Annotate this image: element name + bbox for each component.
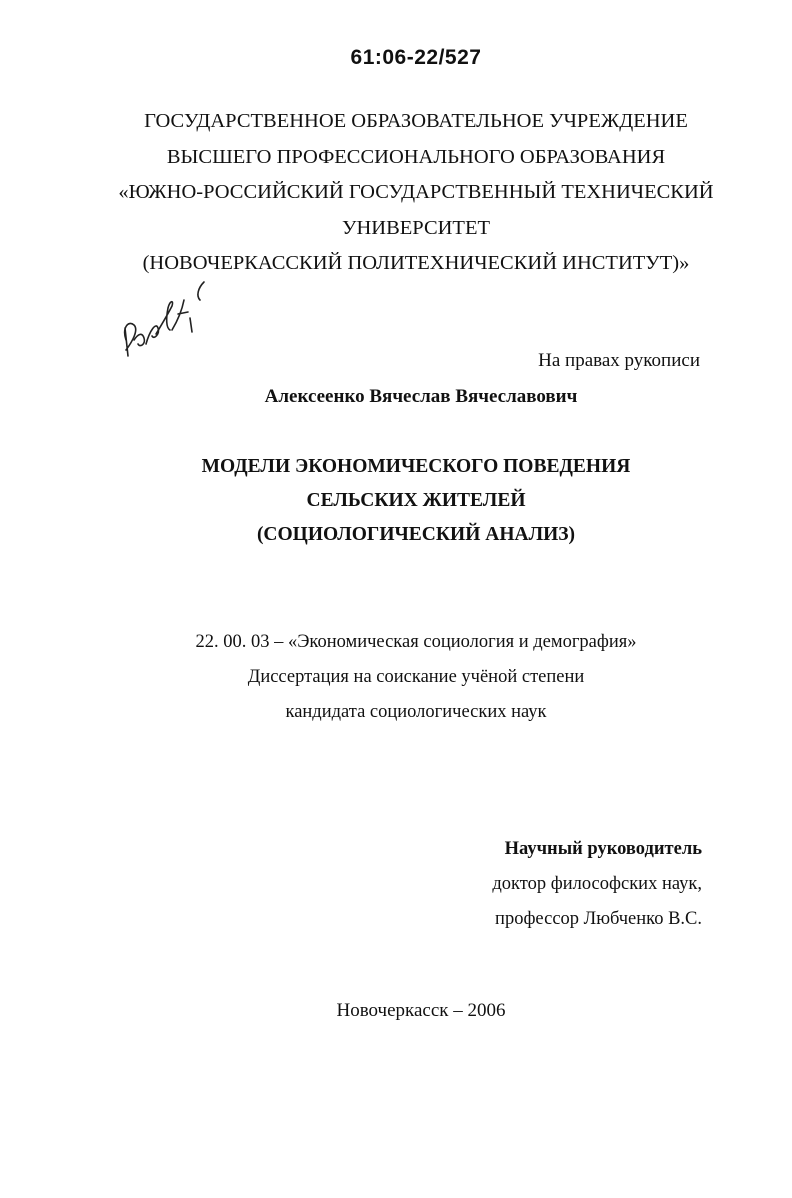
- supervisor-label: Научный руководитель: [504, 839, 702, 859]
- title-line: СЕЛЬСКИХ ЖИТЕЛЕЙ: [306, 490, 526, 511]
- handwritten-signature: [112, 270, 222, 365]
- manuscript-note: На правах рукописи: [538, 350, 700, 371]
- institution-line: (НОВОЧЕРКАССКИЙ ПОЛИТЕХНИЧЕСКИЙ ИНСТИТУТ)»: [142, 252, 690, 274]
- supervisor-block: [492, 832, 702, 937]
- institution-header: [0, 104, 792, 282]
- degree-line: Диссертация на соискание учёной степени: [247, 667, 585, 687]
- institution-line: ВЫСШЕГО ПРОФЕССИОНАЛЬНОГО ОБРАЗОВАНИЯ: [166, 145, 666, 168]
- institution-line: ГОСУДАРСТВЕННОЕ ОБРАЗОВАТЕЛЬНОЕ УЧРЕЖДЕНИЕ: [144, 110, 688, 132]
- institution-line: «ЮЖНО-РОССИЙСКИЙ ГОСУДАРСТВЕННЫЙ ТЕХНИЧЕСКИЙ: [118, 181, 714, 203]
- title-line: МОДЕЛИ ЭКОНОМИЧЕСКОГО ПОВЕДЕНИЯ: [201, 456, 631, 477]
- supervisor-name: профессор Любченко В.С.: [495, 909, 702, 929]
- place-year: Новочеркасск – 2006: [336, 1000, 506, 1021]
- supervisor-degree: доктор философских наук,: [492, 874, 702, 894]
- dissertation-title: [0, 450, 792, 552]
- title-line: (СОЦИОЛОГИЧЕСКИЙ АНАЛИЗ): [256, 524, 576, 545]
- institution-line: УНИВЕРСИТЕТ: [341, 216, 490, 239]
- specialty-block: [0, 625, 792, 730]
- specialty-code: 22. 00. 03 – «Экономическая социология и демография»: [195, 632, 637, 652]
- author-name: Алексеенко Вячеслав Вячеславович: [264, 386, 578, 407]
- degree-field: кандидата социологических наук: [285, 702, 547, 722]
- document-code: 61:06-22/527: [350, 46, 482, 69]
